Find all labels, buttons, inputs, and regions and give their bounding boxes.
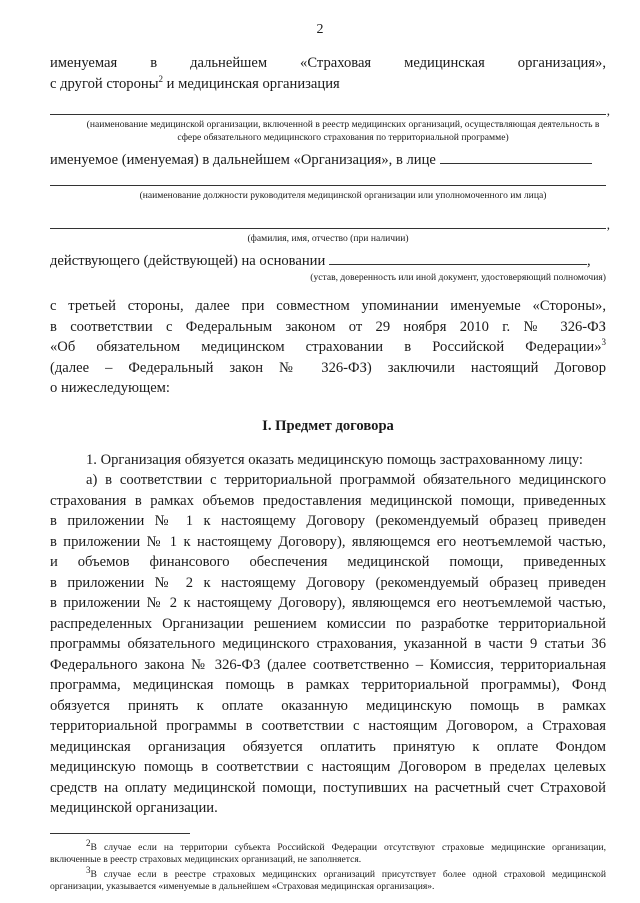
footnote-ref-3: 3: [601, 337, 606, 348]
footnotes: [50, 837, 606, 894]
clause-line: в приложении № 2 к настоящему Договору (рекомендуемый образец приведен: [50, 574, 606, 591]
parties-line: (далее – Федеральный закон № 326-ФЗ) заключили настоящий Договор: [50, 359, 606, 376]
clause-line: а) в соответствии с территориальной программой обязательного медицинского: [86, 472, 606, 488]
clause-line: Федерального закона № 326-ФЗ (далее соответственно – Комиссия, территориальная: [50, 656, 606, 673]
clause-line: в приложении № 1 к настоящему Договору), являющемся его неотъемлемой частью,: [50, 533, 606, 550]
parties-line: в соответствии с Федеральным законом от 29 ноября 2010 г. № 326-ФЗ: [50, 318, 606, 335]
clause-line: и объемов финансового обеспечения медицинской помощи, приведенных: [50, 554, 606, 570]
section-title: I. Предмет договора: [262, 417, 394, 434]
intro-line-2: с другой стороны$^2$ и медицинская организация: [50, 73, 340, 92]
clause-line-last: медицинской организации.: [50, 800, 218, 816]
clause-line: территориальной программы в соответствии с настоящим Договором, а Страховая: [50, 718, 606, 734]
clause-1a: [50, 470, 606, 819]
organization-name-blank[interactable]: ,: [50, 96, 606, 115]
clause-line: медицинская организация обязуется оплатить принятую к оплате Фондом: [50, 738, 606, 755]
position-blank[interactable]: [50, 171, 606, 186]
parties-line: «Об обязательном медицинском страховании в Российской Федерации»$^3$: [50, 337, 606, 355]
footnote: $^3$В случае если в реестре страховых медицинских организаций присутствует более одной страховой медицинской организации, указывается «именуемые в дальнейшем «Страховая медицинская организация».: [50, 864, 606, 892]
representative-blank[interactable]: [440, 153, 592, 164]
clause-line: страхования в рамках объемов предоставления медицинской помощи, приведенных: [50, 492, 606, 509]
full-name-blank[interactable]: ,: [50, 202, 606, 229]
clause-line: программы обязательного медицинского страхования, указанной в части 9 статьи 36: [50, 636, 606, 652]
named-as-line: именуемое (именуемая) в дальнейшем «Организация», в лице: [50, 150, 606, 171]
basis-document-caption: (устав, доверенность или иной документ, удостоверяющий полномочия): [310, 272, 606, 283]
clause-line: средств на оплату медицинской помощи, поступивших на расчетный счет Страховой: [50, 779, 606, 796]
parties-line-last: о нижеследующем:: [50, 380, 170, 396]
parties-line: с третьей стороны, далее при совместном упоминании именуемые «Стороны»,: [50, 298, 606, 314]
clause-line: распределенных Организации решением комиссии по разработке территориальной: [50, 615, 606, 632]
page-number: 2: [316, 22, 324, 37]
footnote-mark: 2: [86, 837, 91, 848]
intro-line-1: именуемая в дальнейшем «Страховая медицинская организация»,: [50, 55, 606, 71]
acting-basis-line: действующего (действующей) на основании ,: [50, 252, 591, 269]
organization-name-caption: (наименование медицинской организации, включенной в реестр медицинских организаций, осуществляющая деятельность в сфере обязательного медицинского страхования по территориальной программе): [86, 119, 600, 143]
footnote: $^2$В случае если на территории субъекта Российской Федерации отсутствуют страховые медицинские организации, включенные в реестр страховых медицинских организаций, не заполняется.: [50, 837, 606, 865]
clause-line: в приложении № 1 к настоящему Договору (рекомендуемый образец приведен: [50, 513, 606, 529]
clause-line: в приложении № 2 к настоящему Договору), являющемся его неотъемлемой частью,: [50, 595, 606, 611]
parties-paragraph: [50, 296, 606, 399]
footnote-mark: 3: [86, 864, 91, 875]
clause-line: программа, медицинская помощь в рамках территориальной программы), Фонд: [50, 677, 606, 693]
full-name-caption: (фамилия, имя, отчество (при наличии): [247, 232, 409, 244]
position-caption: (наименование должности руководителя медицинской организации или уполномоченного им лица): [139, 189, 547, 201]
clause-line: медицинскую помощь в соответствии с настоящим Договором в пределах целевых: [50, 759, 606, 775]
clause-line: обязуется принять к оплате оказанную медицинскую помощь в рамках: [50, 697, 606, 714]
clause-1-lead: 1. Организация обязуется оказать медицинскую помощь застрахованному лицу:: [86, 451, 583, 468]
footnote-separator: [50, 833, 190, 834]
document-body: [50, 53, 610, 894]
footnote-ref-2: 2: [158, 73, 163, 84]
basis-document-blank[interactable]: [329, 254, 587, 265]
